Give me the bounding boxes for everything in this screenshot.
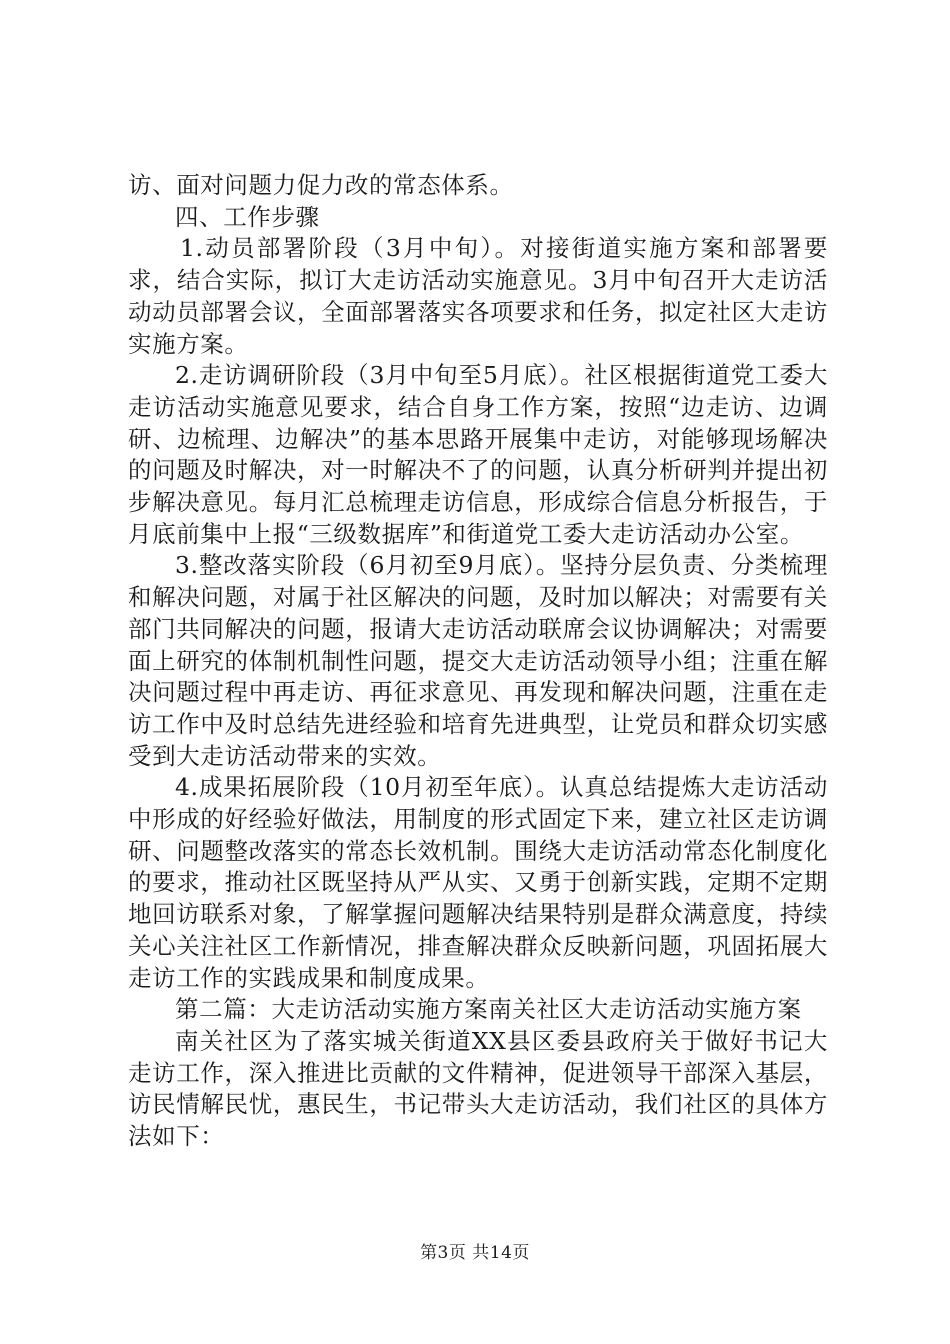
paragraph-continuation: 访、面对问题力促力改的常态体系。	[128, 171, 514, 199]
section-heading-work-steps: 四、工作步骤	[175, 202, 320, 231]
paragraph-step-1: 1.动员部署阶段（3月中旬）。对接街道实施方案和部署要求，结合实际，拟订大走访活动实施意见。3月中旬召开大走访活动动员部署会议，全面部署落实各项要求和任务，拟定社区大走访实施方案。	[128, 234, 828, 358]
paragraph-step-2: 2.走访调研阶段（3月中旬至5月底）。社区根据街道党工委大走访活动实施意见要求，结合自身工作方案，按照“边走访、边调研、边梳理、边解决”的基本思路开展集中走访，对能够现场解决的问题及时解决，对一时解决不了的问题，认真分析研判并提出初步解决意见。每月汇总梳理走访信息，形成综合信息分析报告，于月底前集中上报“三级数据库”和街道党工委大走访活动办公室。	[128, 361, 828, 548]
paragraph-step-3: 3.整改落实阶段（6月初至9月底）。坚持分层负责、分类梳理和解决问题，对属于社区解决的问题，及时加以解决；对需要有关部门共同解决的问题，报请大走访活动联席会议协调解决；对需要面上研究的体制机制性问题，提交大走访活动领导小组；注重在解决问题过程中再走访、再征求意见、再发现和解决问题，注重在走访工作中及时总结先进经验和培育先进典型，让党员和群众切实感受到大走访活动带来的实效。	[128, 551, 828, 770]
document-body	[128, 170, 828, 1153]
chapter-title-part-two: 第二篇：大走访活动实施方案南关社区大走访活动实施方案	[175, 995, 802, 1024]
paragraph-intro-part-two: 南关社区为了落实城关街道XX县区委县政府关于做好书记大走访工作，深入推进比贡献的文件精神，促进领导干部深入基层，访民情解民忧，惠民生，书记带头大走访活动，我们社区的具体方法如下：	[128, 1026, 828, 1151]
paragraph-step-4: 4.成果拓展阶段（10月初至年底）。认真总结提炼大走访活动中形成的好经验好做法，用制度的形式固定下来，建立社区走访调研、问题整改落实的常态长效机制。围绕大走访活动常态化制度化的要求，推动社区既坚持从严从实、又勇于创新实践，定期不定期地回访联系对象，了解掌握问题解决结果特别是群众满意度，持续关心关注社区工作新情况，排查解决群众反映新问题，巩固拓展大走访工作的实践成果和制度成果。	[128, 773, 828, 992]
page-number-footer: 第3页 共14页	[420, 1243, 530, 1263]
